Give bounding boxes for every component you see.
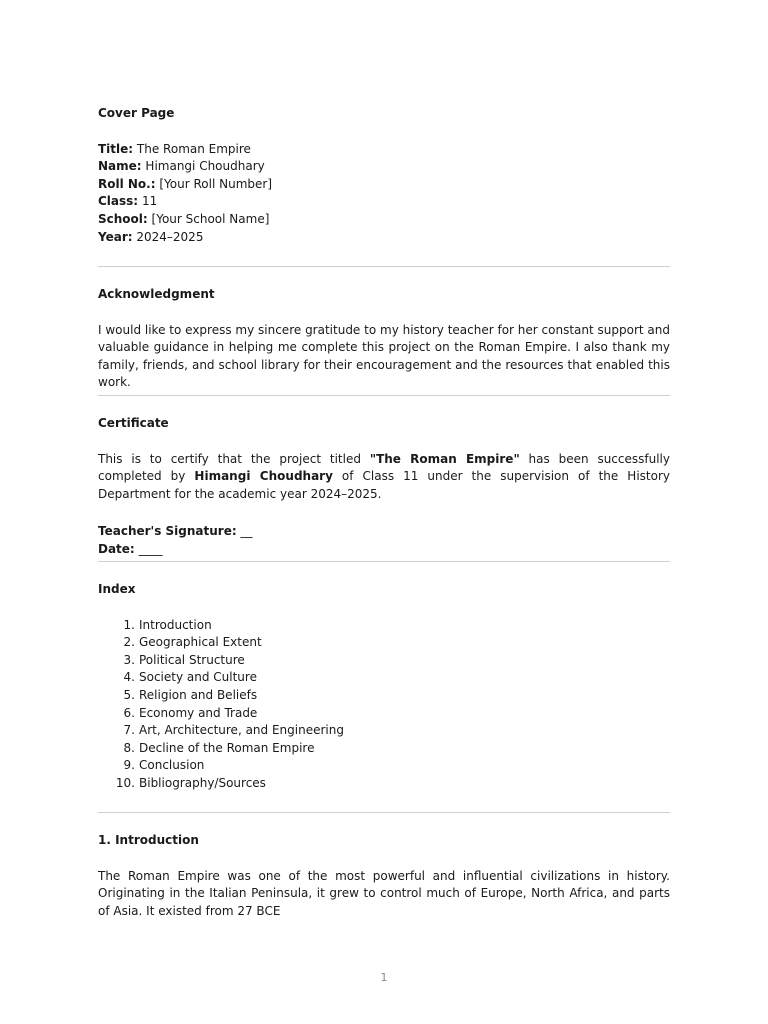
index-list [98, 617, 670, 793]
section-divider [98, 812, 670, 813]
index-item: 2. Geographical Extent [123, 635, 262, 650]
cover-field-year: Year: 2024–2025 [98, 229, 204, 244]
index-item: 3. Political Structure [123, 652, 245, 667]
index-heading: Index [98, 582, 136, 596]
section-divider [98, 395, 670, 396]
cover-field-name: Name: Himangi Choudhary [98, 159, 265, 174]
index-item: 1. Introduction [123, 617, 212, 632]
certificate-student-name: Himangi Choudhary [194, 469, 333, 484]
cover-section [98, 105, 670, 246]
date-line: Date: ____ [98, 541, 163, 556]
acknowledgment-heading: Acknowledgment [98, 287, 215, 301]
index-item: 7. Art, Architecture, and Engineering [123, 723, 344, 738]
index-item: 6. Economy and Trade [123, 705, 258, 720]
introduction-text: The Roman Empire was one of the most powerful and influential civilizations in history. Originating in the Italian Peninsula, it grew to control much of Europe, North Africa, and parts of Asia. It existed from 27 BCE [98, 868, 670, 918]
section-divider [98, 561, 670, 562]
certificate-project-title: "The Roman Empire" [369, 451, 520, 466]
section-divider [98, 266, 670, 267]
index-item: 5. Religion and Beliefs [123, 687, 258, 702]
cover-field-school: School: [Your School Name] [98, 211, 270, 226]
teacher-signature-line: Teacher's Signature: __ [98, 524, 253, 539]
certificate-section [98, 415, 670, 559]
certificate-heading: Certificate [98, 416, 169, 430]
index-section [98, 581, 670, 793]
certificate-text: This is to certify that the project titled "The Roman Empire" has been successfully completed by Himangi Choudhary of Class 11 under the supervision of the History Department for the academic year 2024–2025. [98, 451, 670, 501]
index-item: 8. Decline of the Roman Empire [123, 740, 315, 755]
index-item: 9. Conclusion [123, 758, 205, 773]
cover-heading: Cover Page [98, 106, 175, 120]
page-number: 1 [380, 971, 388, 984]
acknowledgment-text: I would like to express my sincere gratitude to my history teacher for her constant support and valuable guidance in helping me complete this project on the Roman Empire. I also thank my family, friends, and school library for their encouragement and the resources that enabled this work. [98, 322, 670, 390]
cover-field-title: Title: The Roman Empire [98, 141, 251, 156]
introduction-heading: 1. Introduction [98, 833, 199, 847]
index-item: 4. Society and Culture [123, 670, 257, 685]
cover-field-class: Class: 11 [98, 194, 158, 209]
introduction-section [98, 832, 670, 920]
cover-field-roll: Roll No.: [Your Roll Number] [98, 176, 272, 191]
index-item: 10. Bibliography/Sources [115, 775, 266, 790]
acknowledgment-section [98, 286, 670, 392]
